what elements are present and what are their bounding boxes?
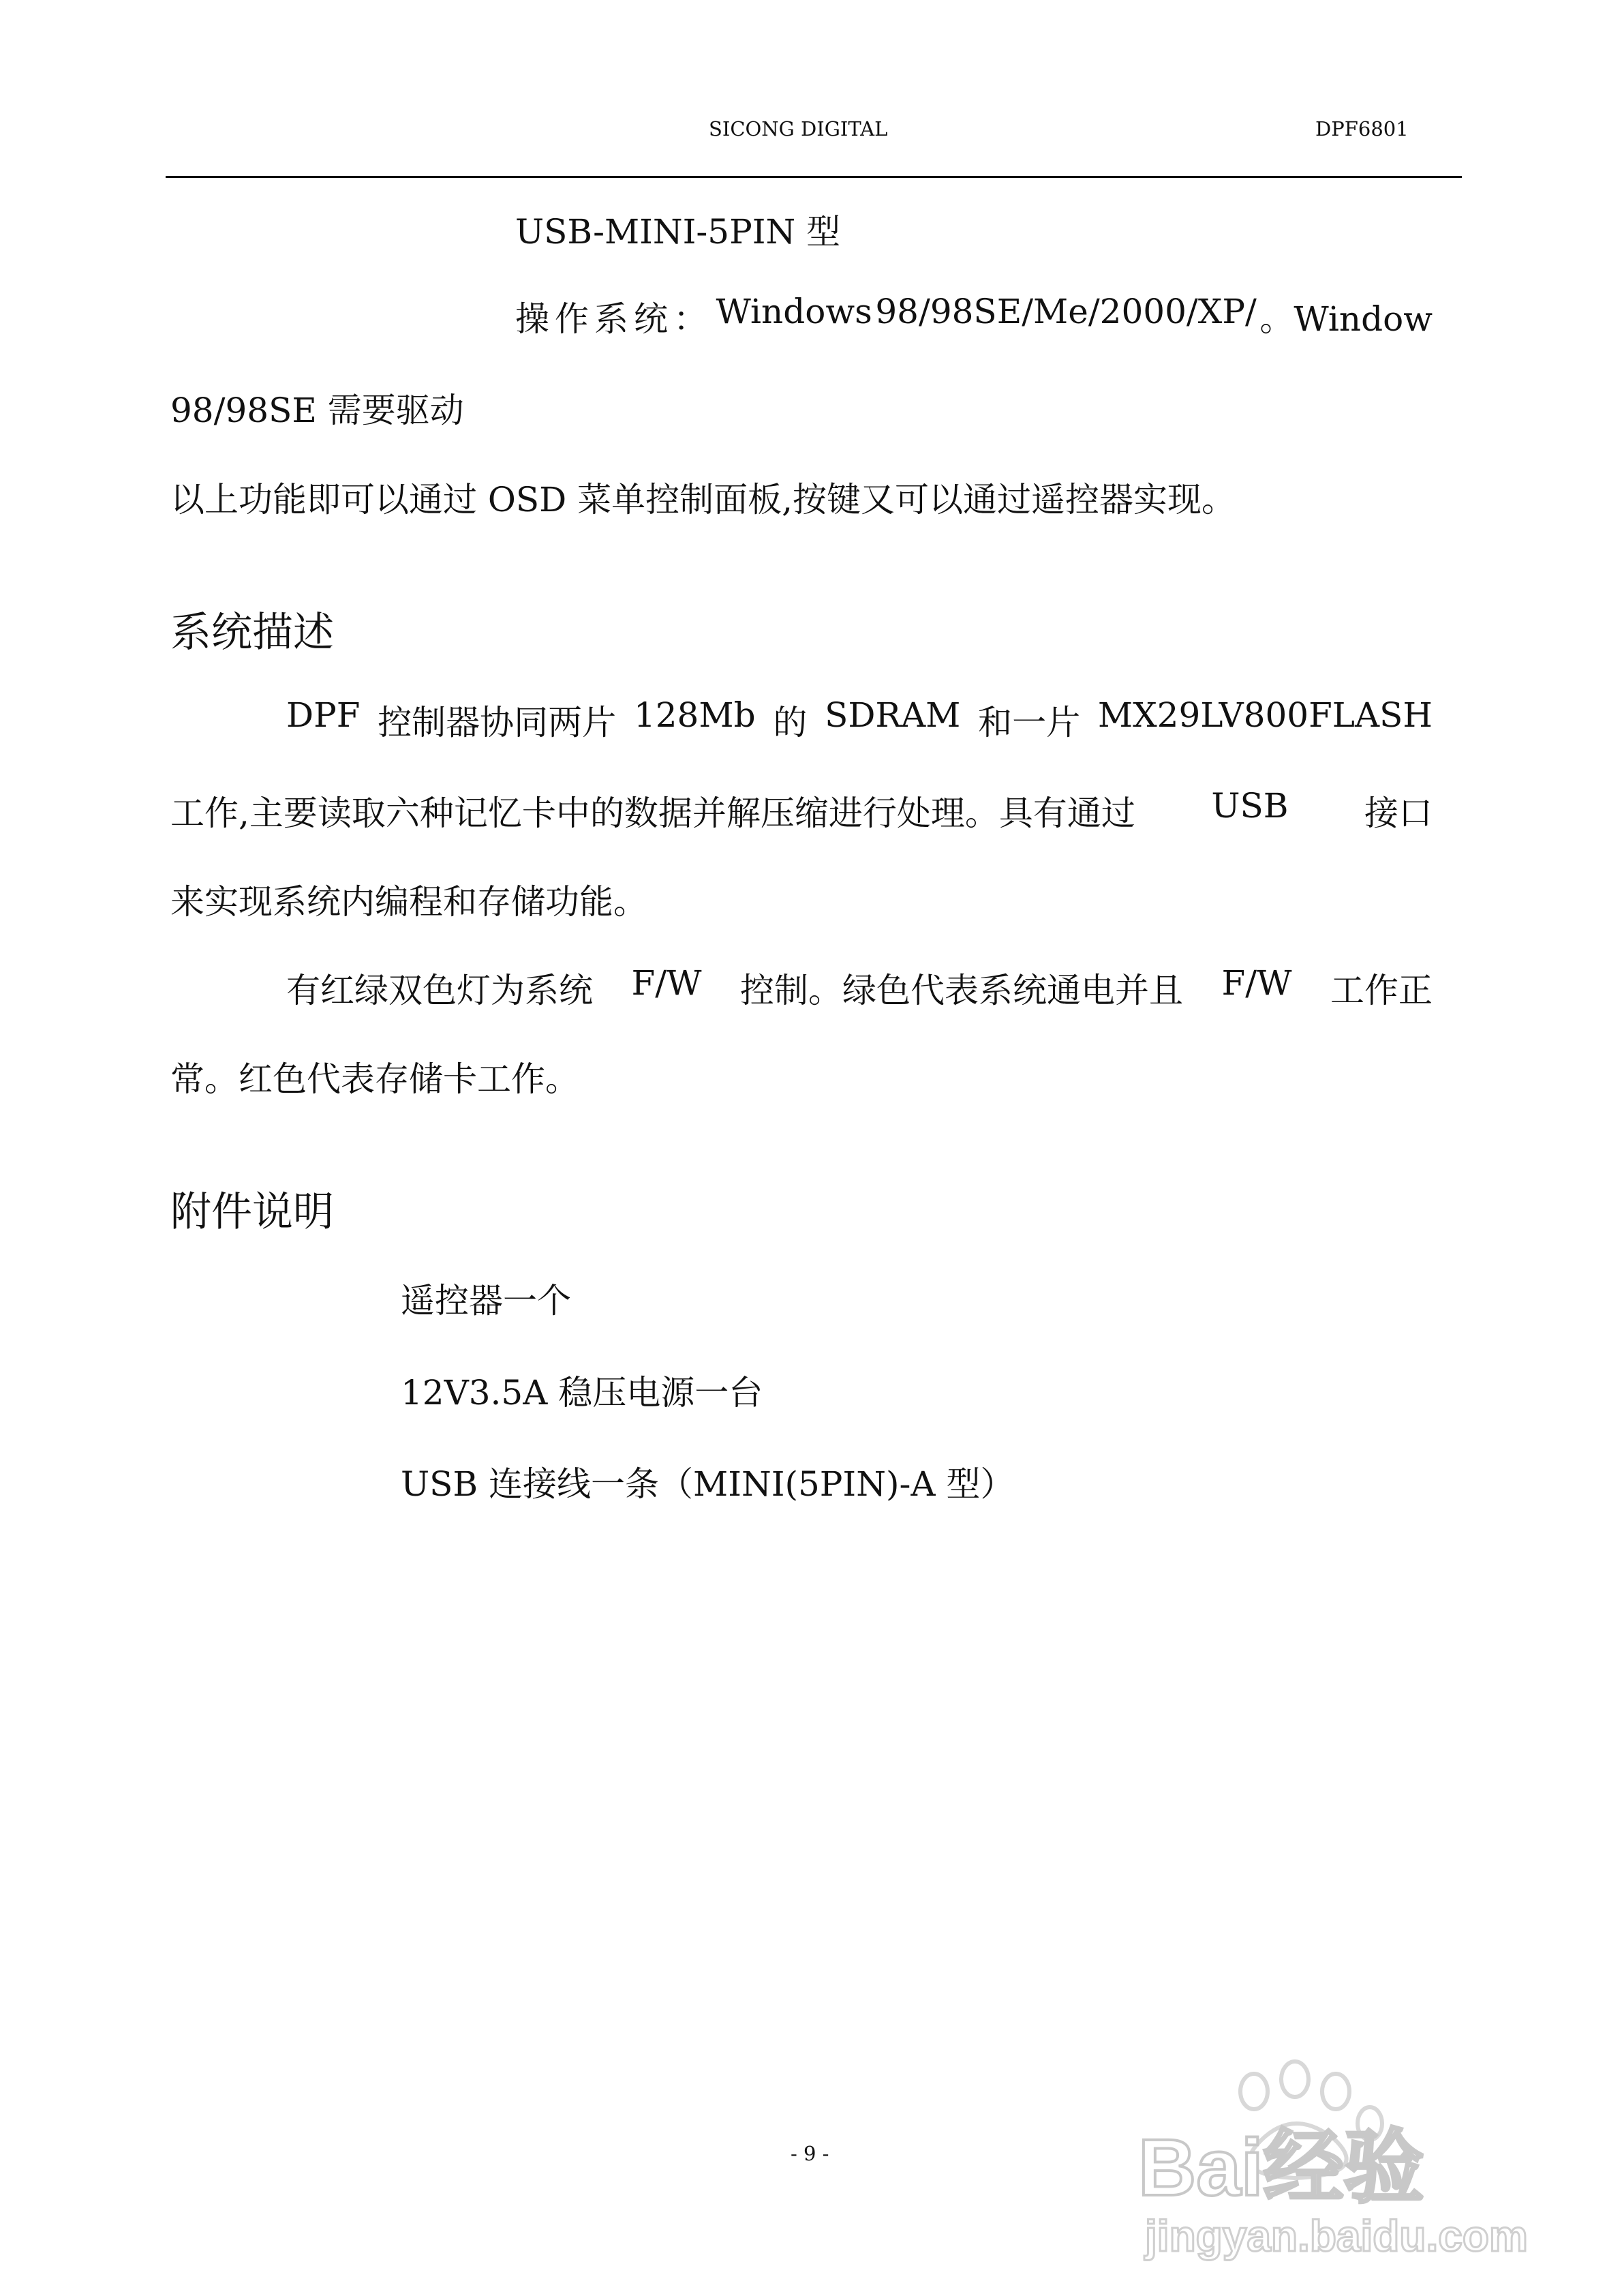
text-fragment: 接口 — [1364, 794, 1433, 833]
system-p2-line2: 常。红色代表存储卡工作。 — [170, 1059, 579, 1099]
text-fragment: SDRAM — [825, 695, 961, 735]
watermark-logo-text: Bai经验 — [1138, 2123, 1424, 2213]
osd-line: 以上功能即可以通过 OSD 菜单控制面板,按键又可以通过遥控器实现。 — [170, 480, 1236, 519]
os-line-continuation: 98/98SE 需要驱动 — [170, 391, 464, 430]
accessory-item: 12V3.5A 稳压电源一台 — [401, 1373, 763, 1413]
text-fragment: 的 — [773, 703, 808, 742]
text-fragment: 工作正 — [1330, 971, 1433, 1010]
accessory-item: USB 连接线一条（MINI(5PIN)-A 型） — [401, 1464, 1015, 1504]
text-fragment: 128Mb — [633, 695, 756, 735]
system-p2-line1 — [286, 963, 1433, 1012]
os-word: Windows — [716, 292, 872, 331]
text-fragment: 控制器协同两片 — [378, 703, 617, 742]
header-model: DPF6801 — [1315, 117, 1409, 140]
os-word: 98/98SE/Me/2000/XP/ — [875, 292, 1257, 331]
text-fragment: 和一片 — [978, 703, 1081, 742]
usb-type-line: USB-MINI-5PIN 型 — [515, 212, 841, 252]
text-fragment: F/W — [631, 963, 702, 1003]
header-company: SICONG DIGITAL — [709, 117, 888, 140]
os-label: 操作系统： — [515, 299, 713, 339]
text-fragment: DPF — [286, 695, 361, 735]
os-line — [515, 292, 1433, 341]
os-word: 。Window — [1259, 299, 1433, 339]
accessory-item: 遥控器一个 — [401, 1281, 571, 1320]
system-p1-line1 — [286, 695, 1433, 744]
system-p1-line3: 来实现系统内编程和存储功能。 — [170, 882, 647, 922]
page-number: - 9 - — [791, 2142, 829, 2165]
section-heading-accessories: 附件说明 — [170, 1188, 334, 1236]
text-fragment: MX29LV800FLASH — [1097, 695, 1433, 735]
header-divider — [166, 176, 1462, 178]
text-fragment: 有红绿双色灯为系统 — [286, 971, 593, 1010]
baidu-jingyan-watermark — [1131, 2059, 1533, 2263]
section-heading-system: 系统描述 — [170, 609, 334, 656]
text-fragment: F/W — [1221, 963, 1292, 1003]
watermark-site: jingyan.baidu.com — [1145, 2211, 1528, 2261]
system-p1-line2 — [170, 786, 1433, 835]
text-fragment: 控制。绿色代表系统通电并且 — [740, 971, 1183, 1010]
text-fragment: 工作,主要读取六种记忆卡中的数据并解压缩进行处理。具有通过 — [170, 794, 1135, 833]
text-fragment: USB — [1211, 786, 1289, 826]
